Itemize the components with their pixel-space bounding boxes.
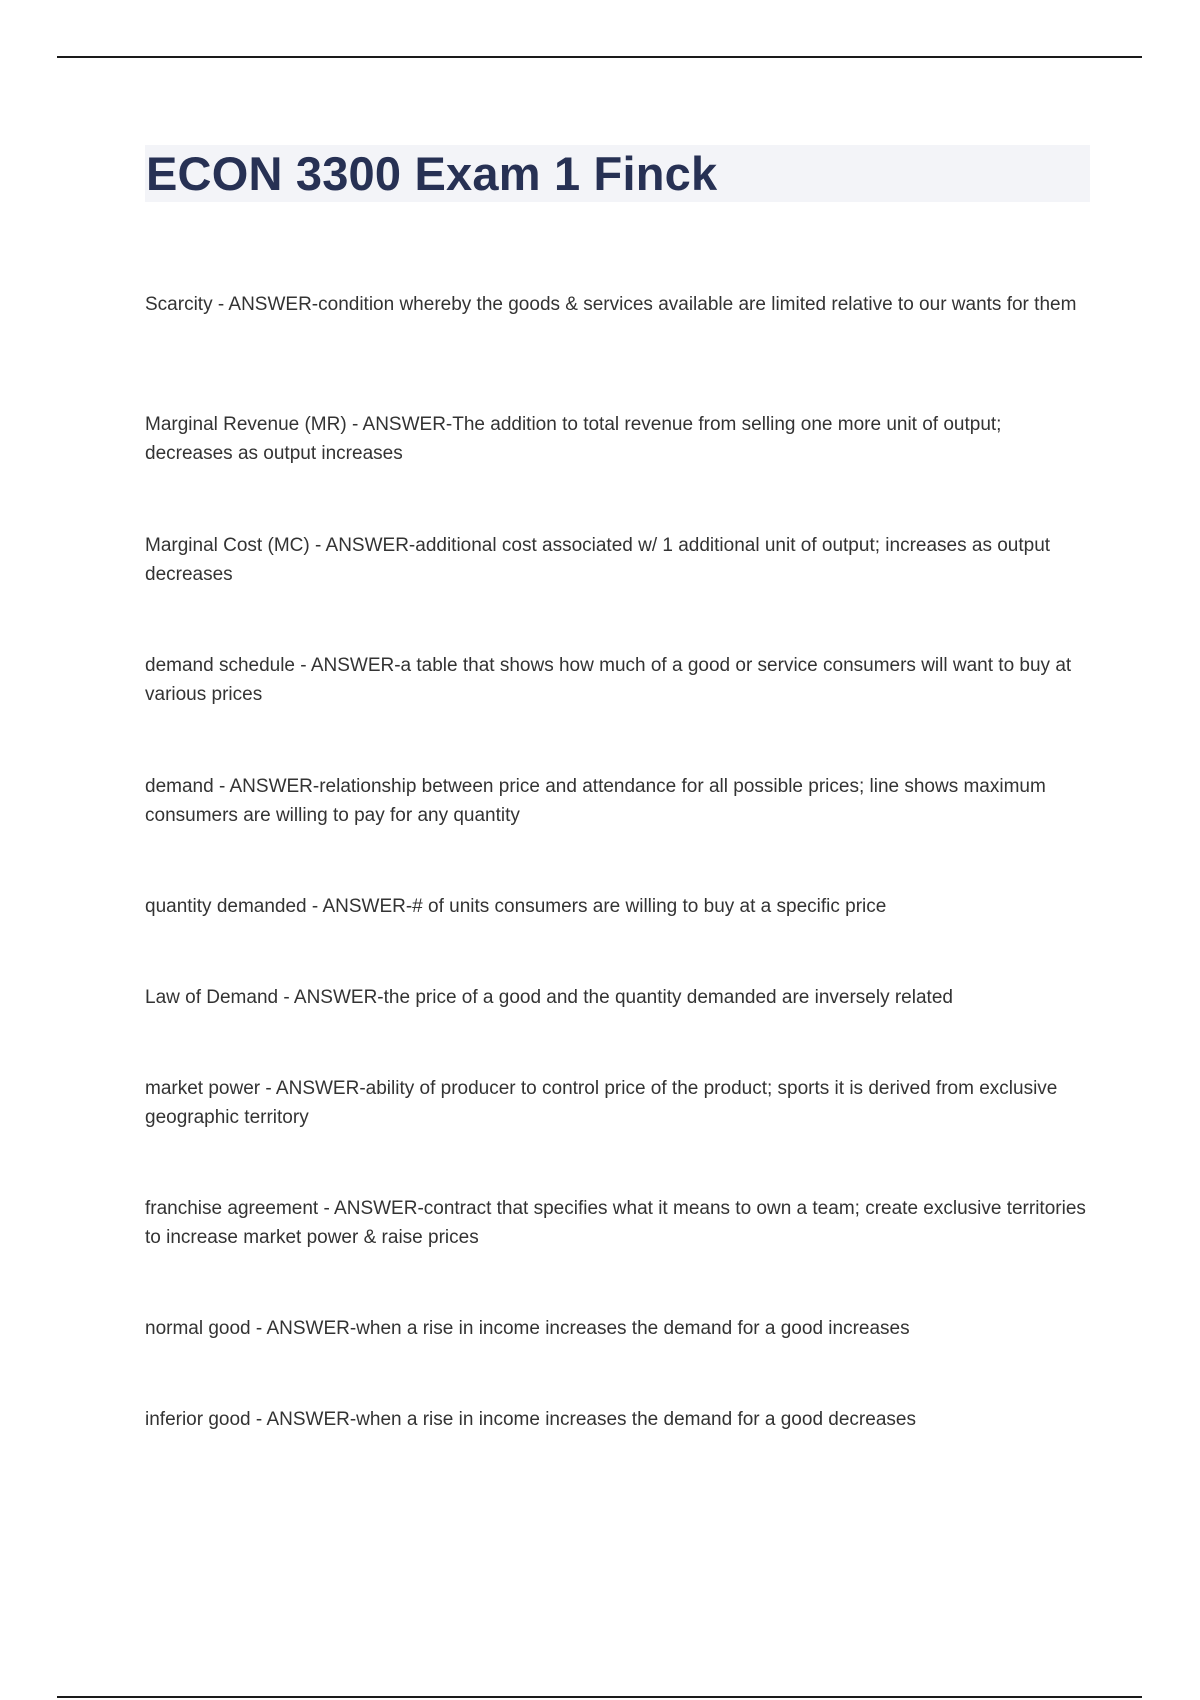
entry-law-of-demand: Law of Demand - ANSWER-the price of a good and the quantity demanded are inversely related xyxy=(145,987,953,1008)
entry-market-power: market power - ANSWER-ability of producer to control price of the product; sports it is derived from exclusive geographic territory xyxy=(145,1078,1058,1128)
entry-marginal-cost: Marginal Cost (MC) - ANSWER-additional cost associated w/ 1 additional unit of output; increases as output decreases xyxy=(145,535,1051,585)
header-rule xyxy=(57,56,1142,58)
document-title: ECON 3300 Exam 1 Finck xyxy=(146,147,718,200)
entry-demand-schedule: demand schedule - ANSWER-a table that shows how much of a good or service consumers will want to buy at various prices xyxy=(145,655,1072,705)
entry-demand: demand - ANSWER-relationship between price and attendance for all possible prices; line shows maximum consumers are willing to pay for any quantity xyxy=(145,776,1046,826)
entry-franchise-agreement: franchise agreement - ANSWER-contract that specifies what it means to own a team; create exclusive territories to increase market power & raise prices xyxy=(145,1198,1086,1248)
entry-normal-good: normal good - ANSWER-when a rise in income increases the demand for a good increases xyxy=(145,1318,910,1339)
entry-inferior-good: inferior good - ANSWER-when a rise in income increases the demand for a good decreases xyxy=(145,1409,916,1430)
entry-marginal-revenue: Marginal Revenue (MR) - ANSWER-The addition to total revenue from selling one more unit of output; decreases as output increases xyxy=(145,414,1002,464)
entry-scarcity: Scarcity - ANSWER-condition whereby the goods & services available are limited relative to our wants for them xyxy=(145,294,1077,315)
footer-rule xyxy=(57,1696,1142,1698)
entry-quantity-demanded: quantity demanded - ANSWER-# of units consumers are willing to buy at a specific price xyxy=(145,896,887,917)
